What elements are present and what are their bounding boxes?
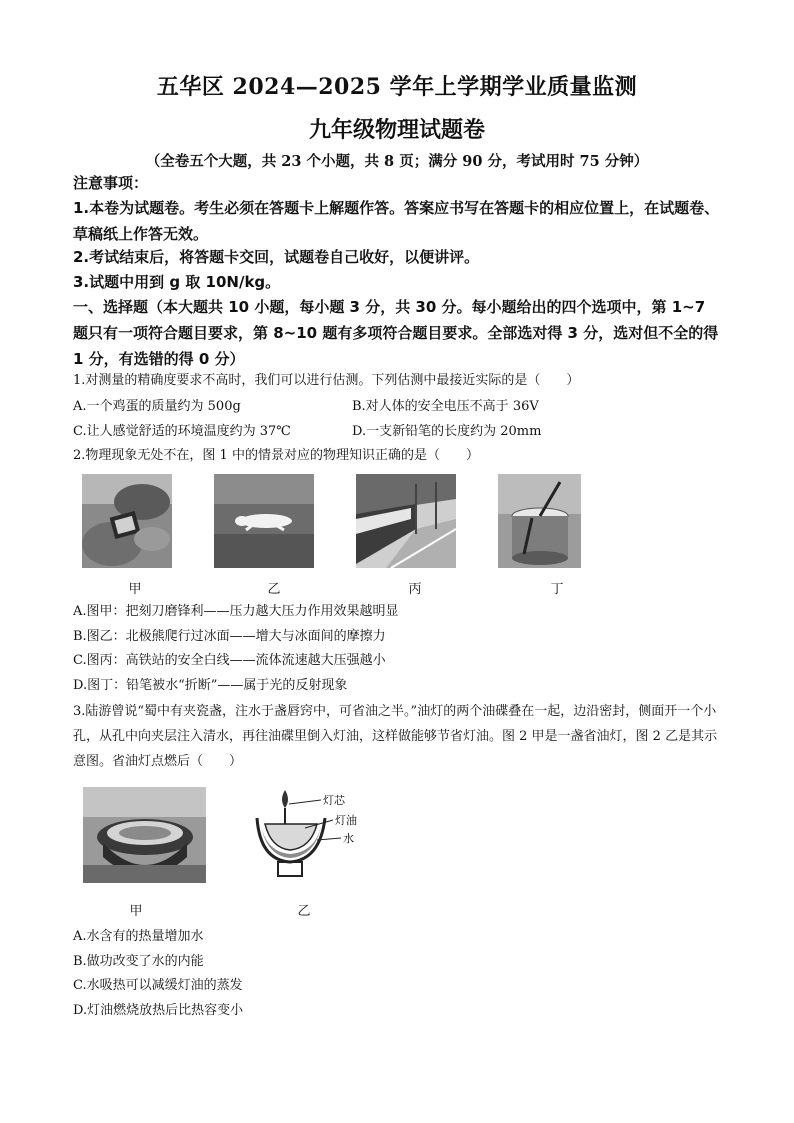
q3-option-c: C.水吸热可以减缓灯油的蒸发 (73, 978, 243, 993)
q2-option-c: C.图丙：高铁站的安全白线——流体流速越大压强越小 (73, 653, 386, 668)
q3-figure-jia-oil-lamp-photo (83, 787, 206, 883)
q3-caption-jia: 甲 (129, 904, 143, 919)
q1-option-c: C.让人感觉舒适的环境温度约为 37℃ (73, 424, 291, 439)
notice-heading: 注意事项： (73, 174, 149, 192)
label-water: 水 (343, 832, 354, 845)
q2-figure-yi-polar-bear (214, 474, 314, 568)
label-lamp-oil: 灯油 (335, 814, 357, 827)
q2-caption-jia: 甲 (128, 582, 142, 597)
q2-figure-ding-pencil-in-water (498, 474, 581, 568)
q2-caption-ding: 丁 (550, 582, 564, 597)
q3-stem: 3.陆游曾说“蜀中有夹瓷盏，注水于盏唇窍中，可省油之半。”油灯的两个油碟叠在一起，边沿密封，侧面开一个小孔，从孔中向夹层注入清水，再往油碟里倒入灯油，这样做能够节省灯油。图 2 甲是一盏省油灯，图 2 乙是其示意图。省油灯点燃后（ ） (73, 704, 718, 769)
label-lamp-wick: 灯芯 (323, 794, 345, 807)
q2-figure-jia-carving-knife (82, 474, 172, 568)
q2-option-a: A.图甲：把刻刀磨锋利——压力越大压力作用效果越明显 (73, 604, 399, 619)
q2-caption-yi: 乙 (267, 582, 281, 597)
q1-option-a: A.一个鸡蛋的质量约为 500g (73, 399, 241, 414)
section-1-heading: 一、选择题（本大题共 10 小题，每小题 3 分，共 30 分。每小题给出的四个选项中，第 1~7 题只有一项符合题目要求，第 8~10 题有多项符合题目要求。全部选对得 3 分，选对但不全的得 1 分，有选错的得 0 分） (73, 298, 719, 368)
q2-figure-bing-train-station (356, 474, 456, 568)
q1-stem: 1.对测量的精确度要求不高时，我们可以进行估测。下列估测中最接近实际的是（ ） (73, 373, 580, 388)
notice-item-2: 2.考试结束后，将答题卡交回，试题卷自己收好，以便讲评。 (73, 248, 480, 266)
q2-stem: 2.物理现象无处不在，图 1 中的情景对应的物理知识正确的是（ ） (73, 448, 479, 463)
q3-option-b: B.做功改变了水的内能 (73, 954, 204, 969)
notice-item-3: 3.试题中用到 g 取 10N/kg。 (73, 273, 281, 291)
q2-option-b: B.图乙：北极熊爬行过冰面——增大与冰面间的摩擦力 (73, 629, 386, 644)
q2-option-d: D.图丁：铅笔被水“折断”——属于光的反射现象 (73, 678, 348, 693)
q3-option-d: D.灯油燃烧放热后比热容变小 (73, 1003, 244, 1018)
q1-option-b: B.对人体的安全电压不高于 36V (352, 399, 539, 414)
q1-option-d: D.一支新铅笔的长度约为 20mm (352, 424, 542, 439)
q3-caption-yi: 乙 (297, 904, 311, 919)
exam-info: （全卷五个大题，共 23 个小题，共 8 页；满分 90 分，考试用时 75 分钟） (145, 153, 649, 170)
q2-caption-bing: 丙 (408, 582, 422, 597)
q3-figure-yi-lamp-diagram (245, 790, 365, 890)
exam-title: 五华区 2024—2025 学年上学期学业质量监测 (156, 74, 638, 100)
notice-item-1: 1.本卷为试题卷。考生必须在答题卡上解题作答。答案应书写在答题卡的相应位置上，在试题卷、草稿纸上作答无效。 (73, 199, 720, 243)
q3-option-a: A.水含有的热量增加水 (73, 929, 204, 944)
exam-subject-title: 九年级物理试题卷 (308, 117, 485, 143)
